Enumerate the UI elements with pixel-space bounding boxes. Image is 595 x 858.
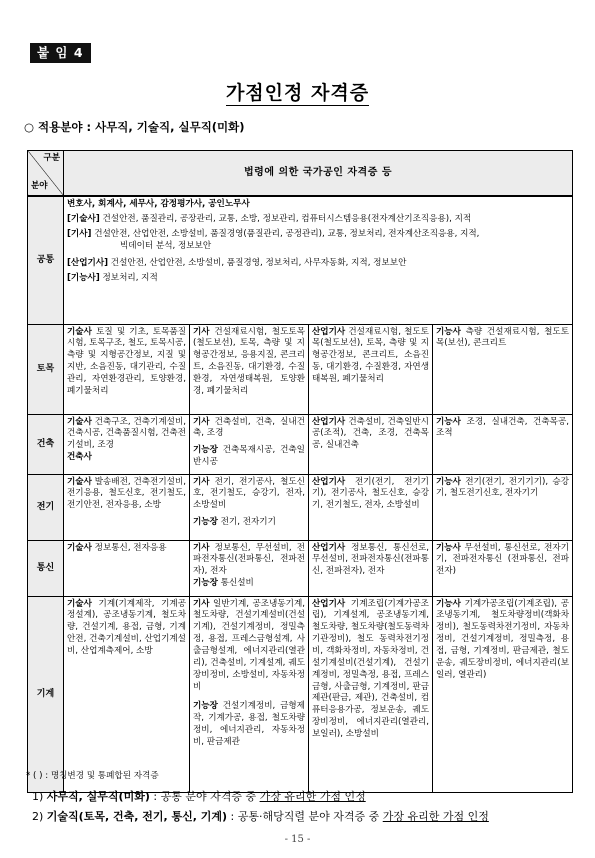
cell-text: 전기(전기, 전기기기), 승강기, 철도전기신호, 전자기기 xyxy=(436,476,570,499)
cell-sub-text: 건축목재시공, 건축일반시공 xyxy=(193,445,305,468)
cell-label: 기사 xyxy=(193,598,210,609)
row-category-civil: 토목 xyxy=(28,324,64,414)
common-line1: 변호사, 회계사, 세무사, 감정평가사, 공인노무사 xyxy=(67,199,250,209)
cell-text: 정보통신, 무선설비, 전파전자통신(전파통신, 전파전자), 전자 xyxy=(193,542,305,577)
cell-text: 정보통신, 전자응용 xyxy=(91,542,167,553)
cell-label: 기사 xyxy=(193,476,210,487)
table-row-mechanical xyxy=(28,596,573,792)
cell-label: 기술사 xyxy=(67,416,92,427)
common-line2-text: 건설안전, 품질관리, 공장관리, 교통, 소방, 정보관리, 컴퓨터시스템응용(전자계산기조직응용), 지적 xyxy=(99,213,472,224)
cell-arch-craftsman xyxy=(433,414,573,474)
common-line5-text: 정보처리, 지적 xyxy=(99,273,158,284)
common-line4-label: [산업기사] xyxy=(67,258,109,269)
cell-label: 산업기사 xyxy=(312,416,346,427)
cell-label: 기술사 xyxy=(67,598,92,609)
cell-elec-engineer xyxy=(190,474,309,540)
footnote: * ( ) : 명칭변경 및 통폐합된 자격증 xyxy=(26,771,159,781)
cell-sub-label: 기능장 xyxy=(193,578,218,589)
cell-label: 기능사 xyxy=(436,326,461,337)
cell-sub-text: 전기, 전자기기 xyxy=(217,517,276,528)
table-row-civil xyxy=(28,324,573,414)
cell-arch-industrial xyxy=(309,414,433,474)
table-header-row xyxy=(28,151,573,197)
cell-civil-craftsman xyxy=(433,324,573,414)
cell-sub-text: 통신설비 xyxy=(217,578,254,589)
cell-mech-industrial xyxy=(309,596,433,792)
table-row-electric xyxy=(28,474,573,540)
table-corner-cell xyxy=(28,151,64,197)
row-category-mechanical: 기계 xyxy=(28,596,64,792)
common-line5-label: [기능사] xyxy=(67,273,100,284)
cell-sub-label: 기능장 xyxy=(193,445,218,456)
cell-civil-engineer xyxy=(190,324,309,414)
cell-civil-industrial xyxy=(309,324,433,414)
cell-mech-craftsman xyxy=(433,596,573,792)
page-number: - 15 - xyxy=(284,834,311,845)
cell-label: 기능사 xyxy=(436,476,461,487)
common-cell xyxy=(64,196,573,324)
cell-text: 기계가공조립(기계조립), 공조냉동기계, 철도차량정비(객화차정비), 철도동력차전기정비, 자동차정비, 건설기계정비, 정밀측정, 용접, 금형, 기계정비, 판금제관, 철도운송, 궤도장비정비, 에너지관리(보일러, 열관리) xyxy=(436,598,570,680)
cell-label: 기술사 xyxy=(67,476,92,487)
note-1 xyxy=(32,788,366,804)
cell-text: 건축설비, 건축, 실내건축, 조경 xyxy=(193,416,305,439)
note-1-rest: : 공통 분야 자격증 중 xyxy=(149,790,260,803)
common-line4-text: 건설안전, 산업안전, 소방설비, 품질경영, 정보처리, 사무자동화, 지적, 정보보안 xyxy=(108,258,407,269)
cell-elec-craftsman xyxy=(433,474,573,540)
cell-label: 기술사 xyxy=(67,542,92,553)
note-2-rest: : 공통·해당직렬 분야 자격증 중 xyxy=(227,810,383,823)
note-2 xyxy=(32,808,489,824)
cell-text: 기계(기계제작, 기계공정설계), 공조냉동기계, 철도차량, 건설기계, 용접, 금형, 기계안전, 건축기계설비, 산업기계설비, 산업계측제어, 소방 xyxy=(67,598,186,656)
cell-text: 정보통신, 통신선로, 무선설비, 전파전자통신(전파통신, 전파전자), 전자 xyxy=(312,542,429,577)
cell-mech-pe xyxy=(64,596,190,792)
common-line3-cont: 빅데이터 분석, 정보보안 xyxy=(120,240,212,251)
cell-label: 기능사 xyxy=(436,598,461,609)
corner-top-label: 구분 xyxy=(43,153,60,163)
cell-label: 산업기사 xyxy=(312,476,346,487)
common-line2-label: [기술사] xyxy=(67,213,100,224)
cell-text: 발송배전, 건축전기설비, 전기응용, 철도신호, 전기철도, 전기안전, 전자응용, 소방 xyxy=(67,476,186,511)
cell-label: 기사 xyxy=(193,416,210,427)
note-1-num: 1) xyxy=(32,790,44,803)
cell-label: 기사 xyxy=(193,326,210,337)
row-category-common: 공통 xyxy=(28,196,64,324)
cell-text: 무선설비, 통신선로, 전자기기, 전파전자통신 (전파통신, 전파전자) xyxy=(436,542,570,577)
certificate-table xyxy=(27,150,573,793)
cell-arch-pe xyxy=(64,414,190,474)
cell-tele-industrial xyxy=(309,540,433,596)
note-1-underlined: 가장 유리한 가점 인정 xyxy=(259,790,366,803)
table-row-architecture xyxy=(28,414,573,474)
cell-label: 기사 xyxy=(193,542,210,553)
table-row-telecom xyxy=(28,540,573,596)
cell-sub-label: 기능장 xyxy=(193,517,218,528)
cell-text: 건축설비, 건축일반시공(조적), 건축, 조경, 건축목공, 실내건축 xyxy=(312,416,429,451)
common-line3-label: [기사] xyxy=(67,228,92,239)
cell-sub-label: 기능장 xyxy=(193,701,218,712)
cell-mech-engineer xyxy=(190,596,309,792)
cell-label: 기능사 xyxy=(436,542,461,553)
note-2-underlined: 가장 유리한 가점 인정 xyxy=(382,810,489,823)
cell-tele-engineer xyxy=(190,540,309,596)
cell-text: 건설재료시험, 철도토목(철도보선), 토목, 측량 및 지형공간정보, 콘크리트, 소음진동, 대기환경, 수질환경, 자연생태복원, 폐기물처리 xyxy=(312,326,429,384)
corner-bottom-label: 분야 xyxy=(31,181,48,192)
cell-tele-pe xyxy=(64,540,190,596)
cell-text: 건축구조, 건축기계설비, 건축시공, 건축품질시험, 건축전기설비, 조경 xyxy=(67,416,186,451)
common-line3-text: 건설안전, 산업안전, 소방설비, 품질경영(품질관리, 공정관리), 교통, 정보처리, 전자계산조직응용, 지적, xyxy=(91,228,480,239)
page-title-text: 가점인정 자격증 xyxy=(225,82,370,104)
field-line: ○ 적용분야 : 사무직, 기술직, 실무직(미화) xyxy=(24,120,245,134)
cell-text: 전기, 전기공사, 철도신호, 전기철도, 승강기, 전자, 소방설비 xyxy=(193,476,305,511)
cell-text: 조경, 실내건축, 건축목공, 조적 xyxy=(436,416,570,439)
cell-text: 토질 및 기초, 토목품질시험, 토목구조, 철도, 토목시공, 측량 및 지형공간정보, 지질 및 지반, 소음진동, 대기관리, 수질관리, 자연환경관리, 토양환경, 폐기물처리 xyxy=(67,326,186,396)
cell-sub-text: 건설기계정비, 금형제작, 기계가공, 용접, 철도차량정비, 에너지관리, 자동차정비, 판금제관 xyxy=(193,701,305,747)
table-header: 법령에 의한 국가공인 자격증 등 xyxy=(64,151,573,197)
row-category-telecom: 통신 xyxy=(28,540,64,596)
cell-label: 산업기사 xyxy=(312,598,346,609)
cell-text: 건설재료시험, 철도토목(철도보선), 토목, 측량 및 지형공간정보, 응용지질, 콘크리트, 소음진동, 대기환경, 수질환경, 자연생태복원, 토양환경, 폐기물처리 xyxy=(193,326,305,396)
cell-text: 측량 건설재료시험, 철도토목(보선), 콘크리트 xyxy=(436,326,570,349)
cell-label: 기능사 xyxy=(436,416,461,427)
cell-extra-label: 건축사 xyxy=(67,452,92,463)
row-category-architecture: 건축 xyxy=(28,414,64,474)
row-category-electric: 전기 xyxy=(28,474,64,540)
cell-text: 전기(전기, 전기기기), 전기공사, 철도신호, 승강기, 전기철도, 전자, 소방설비 xyxy=(312,476,429,511)
note-1-bold: 사무직, 실무직(미화) xyxy=(46,790,150,803)
cell-elec-pe xyxy=(64,474,190,540)
page-title xyxy=(0,78,595,105)
note-2-num: 2) xyxy=(32,810,44,823)
cell-label: 산업기사 xyxy=(312,326,346,337)
cell-text: 일반기계, 공조냉동기계, 철도차량, 건설기계설비(건설기계), 건설기계정비, 정밀측정, 용접, 프레스금형설계, 사출금형설계, 에너지관리(열관리), 건축설비, 기계설계, 궤도장비정비, 소방설비, 자동차정비 xyxy=(193,598,305,692)
cell-text: 기계조립(기계가공조립), 기계설계, 공조냉동기계, 철도차량, 철도차량(철도동력차기관정비), 철도 동력차전기정비, 객화차정비, 자동차정비, 건설기계설비(건설기계), 건설기계정비, 정밀측정, 용접, 프레스금형, 사출금형, 기계정비, 판금제관(판금, 제관), 건축설비, 컴퓨터응용가공, 정보운송, 궤도장비정비, 에너지관리(열관리, 보일러), 소방설비 xyxy=(312,598,429,739)
table-row-common xyxy=(28,196,573,324)
cell-label: 산업기사 xyxy=(312,542,346,553)
cell-arch-engineer xyxy=(190,414,309,474)
cell-elec-industrial xyxy=(309,474,433,540)
cell-tele-craftsman xyxy=(433,540,573,596)
note-2-bold: 기술직(토목, 건축, 전기, 통신, 기계) xyxy=(46,810,228,823)
cell-label: 기술사 xyxy=(67,326,92,337)
attachment-tag: 붙 임 4 xyxy=(30,43,91,63)
cell-civil-pe xyxy=(64,324,190,414)
